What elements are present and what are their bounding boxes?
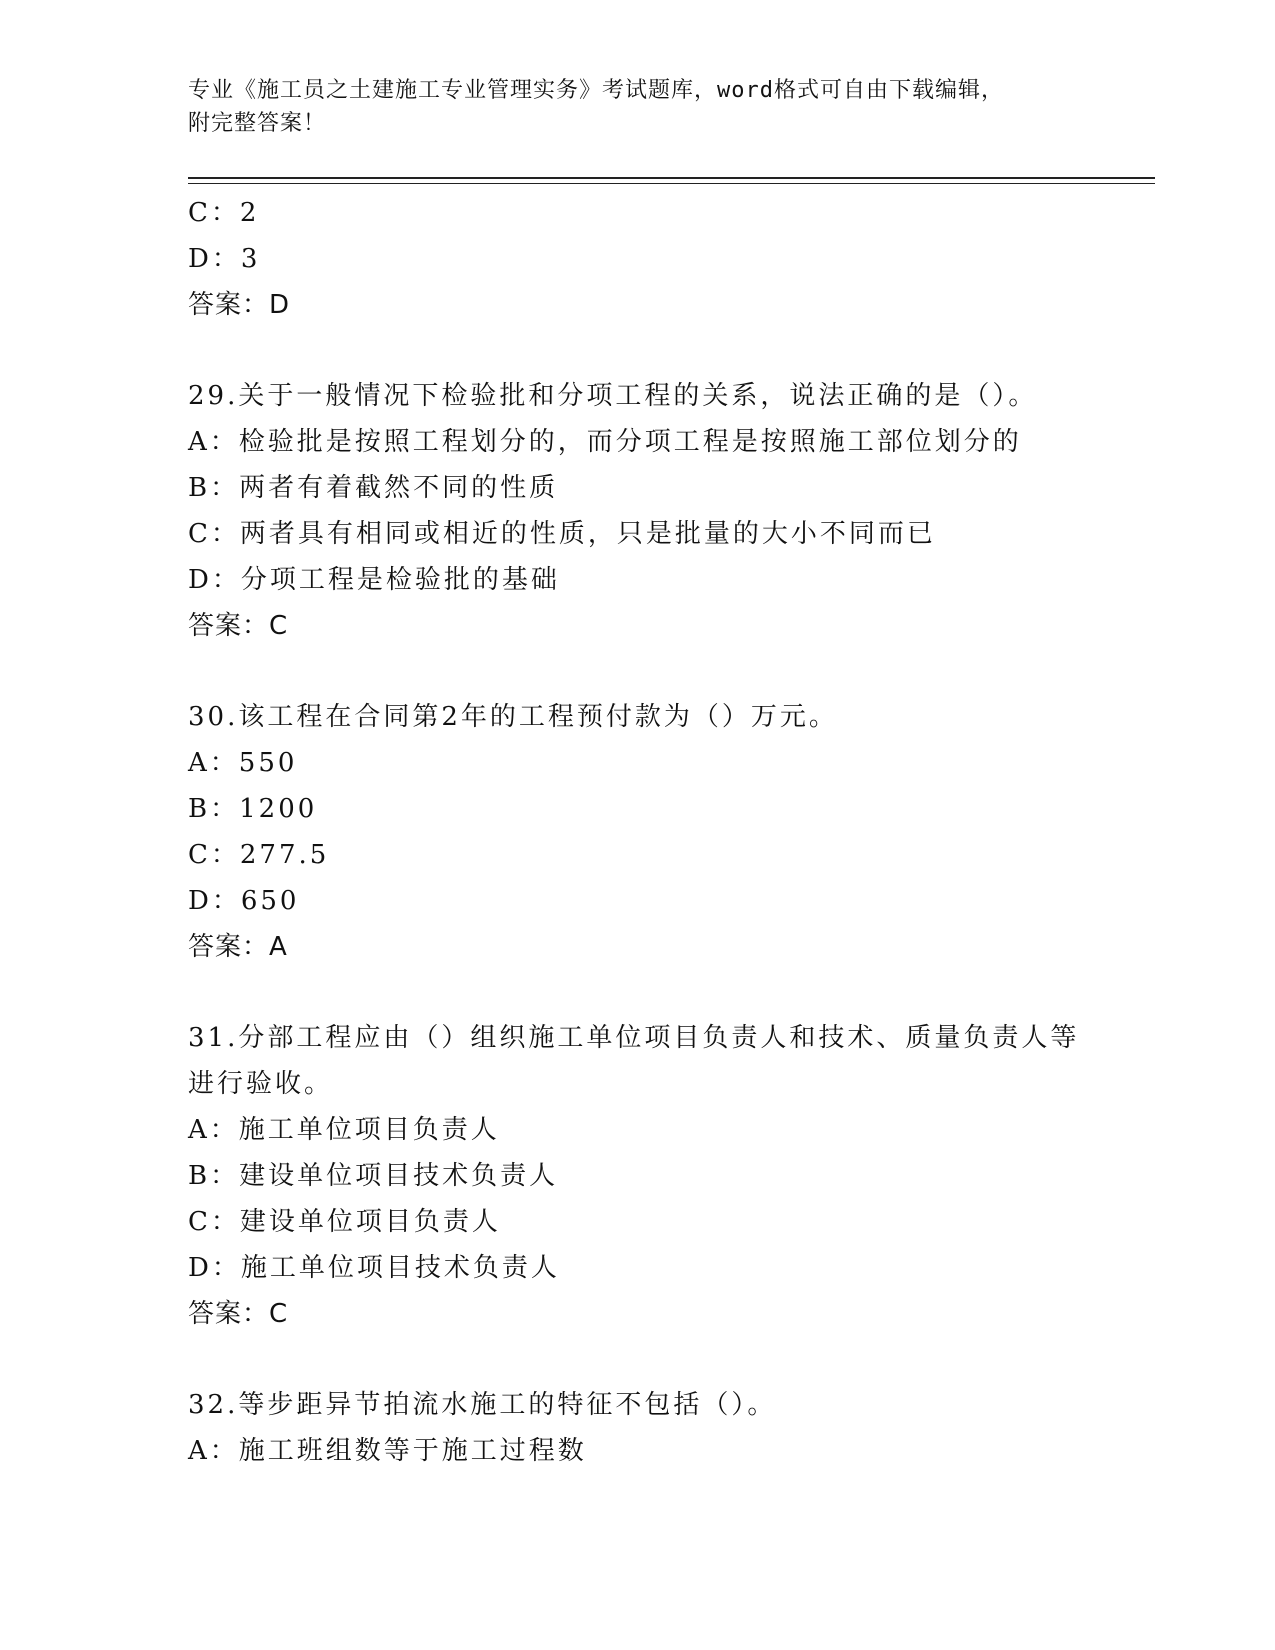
question-32 — [188, 1382, 1148, 1474]
option-b: B：两者有着截然不同的性质 — [188, 473, 559, 503]
document-body — [188, 190, 1148, 1474]
document-header — [188, 74, 1088, 140]
option-a: A：550 — [188, 748, 298, 778]
option-c: C：277.5 — [188, 840, 330, 870]
question-text: 30.该工程在合同第2年的工程预付款为（）万元。 — [188, 702, 838, 732]
spacer — [188, 328, 1148, 373]
header-rule-thick — [188, 177, 1155, 179]
option-a: A：施工班组数等于施工过程数 — [188, 1436, 587, 1466]
question-text-line-1: 31.分部工程应由（）组织施工单位项目负责人和技术、质量负责人等 — [188, 1023, 1080, 1053]
option-b: B：1200 — [188, 794, 318, 824]
option-d: D：施工单位项目技术负责人 — [188, 1253, 560, 1283]
option-d: D：3 — [188, 244, 261, 274]
question-text: 29.关于一般情况下检验批和分项工程的关系，说法正确的是（）。 — [188, 381, 1038, 411]
header-line-2: 附完整答案！ — [188, 111, 327, 136]
option-c: C：两者具有相同或相近的性质，只是批量的大小不同而已 — [188, 519, 936, 549]
option-c: C：2 — [188, 198, 260, 228]
header-line-1: 专业《施工员之土建施工专业管理实务》考试题库，word格式可自由下载编辑， — [188, 78, 1004, 103]
answer-line: 答案：C — [188, 1299, 289, 1329]
question-28-tail — [188, 190, 1148, 328]
spacer — [188, 970, 1148, 1015]
header-rule-thin — [188, 183, 1155, 184]
question-text-line-2: 进行验收。 — [188, 1069, 334, 1099]
spacer — [188, 1337, 1148, 1382]
option-c: C：建设单位项目负责人 — [188, 1207, 501, 1237]
option-d: D：650 — [188, 886, 300, 916]
option-a: A：检验批是按照工程划分的，而分项工程是按照施工部位划分的 — [188, 427, 1022, 457]
question-31 — [188, 1015, 1148, 1337]
answer-line: 答案：C — [188, 611, 289, 641]
option-d: D：分项工程是检验批的基础 — [188, 565, 560, 595]
question-30 — [188, 694, 1148, 970]
answer-line: 答案：A — [188, 932, 288, 962]
option-b: B：建设单位项目技术负责人 — [188, 1161, 559, 1191]
question-text: 32.等步距异节拍流水施工的特征不包括（）。 — [188, 1390, 777, 1420]
question-29 — [188, 373, 1148, 649]
spacer — [188, 649, 1148, 694]
option-a: A：施工单位项目负责人 — [188, 1115, 500, 1145]
answer-line: 答案：D — [188, 290, 291, 320]
